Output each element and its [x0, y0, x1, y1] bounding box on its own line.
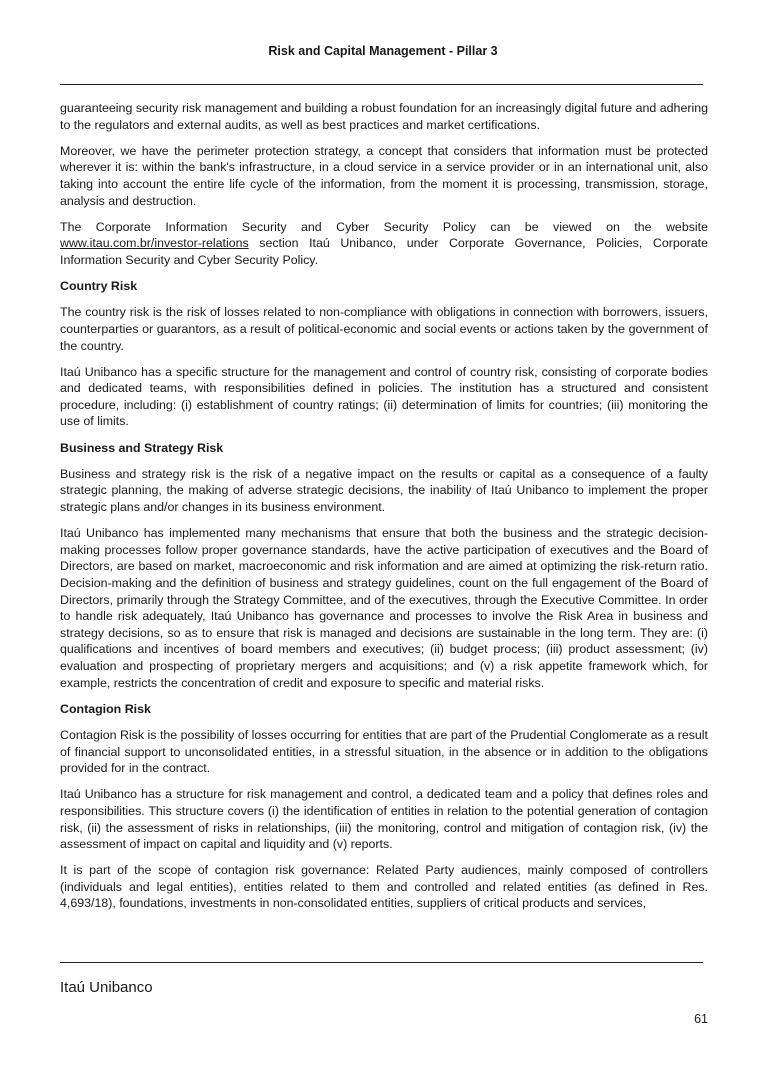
- paragraph-with-link: [60, 219, 708, 269]
- paragraph: The country risk is the risk of losses related to non-compliance with obligations in connection with borrowers, issuers, counterparties or guarantors, as a result of political-economic and social events or actions taken by the government of the country.: [60, 305, 708, 353]
- paragraph: Itaú Unibanco has a structure for risk management and control, a dedicated team and a policy that defines roles and responsibilities. This structure covers (i) the identification of entities in relation to the potential generation of contagion risk, (ii) the assessment of risks in relationships, (iii) the monitoring, control and mitigation of contagion risk, (iv) the assessment of impact on capital and liquidity and (v) reports.: [60, 787, 708, 852]
- paragraph-text: section Itaú Unibanco, under Corporate Governance, Policies, Corporate Information Security and Cyber Security Policy.: [60, 236, 708, 267]
- paragraph: Contagion Risk is the possibility of losses occurring for entities that are part of the Prudential Conglomerate as a result of financial support to unconsolidated entities, in a stressful situation, in the absence or in addition to the obligations provided for in the contract.: [60, 727, 708, 776]
- paragraph: Itaú Unibanco has a specific structure for the management and control of country risk, consisting of corporate bodies and dedicated teams, with responsibilities defined in policies. The institution has a structured and consistent procedure, including: (i) establishment of country ratings; (ii) determination of limits for countries; (iii) monitoring the use of limits.: [60, 364, 708, 429]
- section-heading-business-strategy-risk: Business and Strategy Risk: [60, 440, 224, 455]
- footer-divider: [60, 962, 703, 963]
- paragraph-text: The Corporate Information Security and Cyber Security Policy can be viewed on the website: [60, 219, 708, 234]
- page-header-title: Risk and Capital Management - Pillar 3: [268, 44, 498, 58]
- section-heading-country-risk: Country Risk: [60, 279, 138, 294]
- paragraph: Itaú Unibanco has implemented many mechanisms that ensure that both the business and the strategic decision-making processes follow proper governance standards, have the active participation of executives and the Board of Directors, are based on market, macroeconomic and risk information and are aimed at optimizing the risk-return ratio. Decision-making and the definition of business and strategy guidelines, count on the full engagement of the Board of Directors, primarily through the Strategy Committee, and of the executives, through the Executive Committee. In order to handle risk adequately, Itaú Unibanco has governance and processes to involve the Risk Area in business and strategy decisions, so as to ensure that risk is managed and decisions are sustainable in the long term. They are: (i) qualifications and incentives of board members and executives; (ii) budget process; (iii) product assessment; (iv) evaluation and prospecting of proprietary mergers and acquisitions; and (v) a risk appetite framework which, for example, restricts the concentration of credit and exposure to specific and material risks.: [60, 526, 708, 690]
- paragraph: Moreover, we have the perimeter protection strategy, a concept that considers that information must be protected wherever it is: within the bank's infrastructure, in a cloud service in a service provider or in an international unit, also taking into account the entire life cycle of the information, from the moment it is processing, transmission, storage, analysis and destruction.: [60, 143, 708, 208]
- document-body: [60, 100, 708, 922]
- page-number: 61: [694, 1012, 708, 1026]
- header-divider: [60, 84, 703, 85]
- paragraph: Business and strategy risk is the risk of a negative impact on the results or capital as a consequence of a faulty strategic planning, the making of adverse strategic decisions, the inability of Itaú Unibanco to implement the proper strategic plans and/or changes in its business environment.: [60, 466, 708, 515]
- investor-relations-link[interactable]: www.itau.com.br/investor-relations: [60, 236, 249, 251]
- paragraph: guaranteeing security risk management and building a robust foundation for an increasingly digital future and adhering to the regulators and external audits, as well as best practices and market certifications.: [60, 101, 708, 132]
- section-heading-contagion-risk: Contagion Risk: [60, 701, 151, 716]
- footer-brand: Itaú Unibanco: [60, 979, 153, 996]
- paragraph: It is part of the scope of contagion risk governance: Related Party audiences, mainly composed of controllers (individuals and legal entities), entities related to them and controlled and related entities (as defined in Res. 4,693/18), foundations, investments in non-consolidated entities, suppliers of critical products and services,: [60, 863, 708, 911]
